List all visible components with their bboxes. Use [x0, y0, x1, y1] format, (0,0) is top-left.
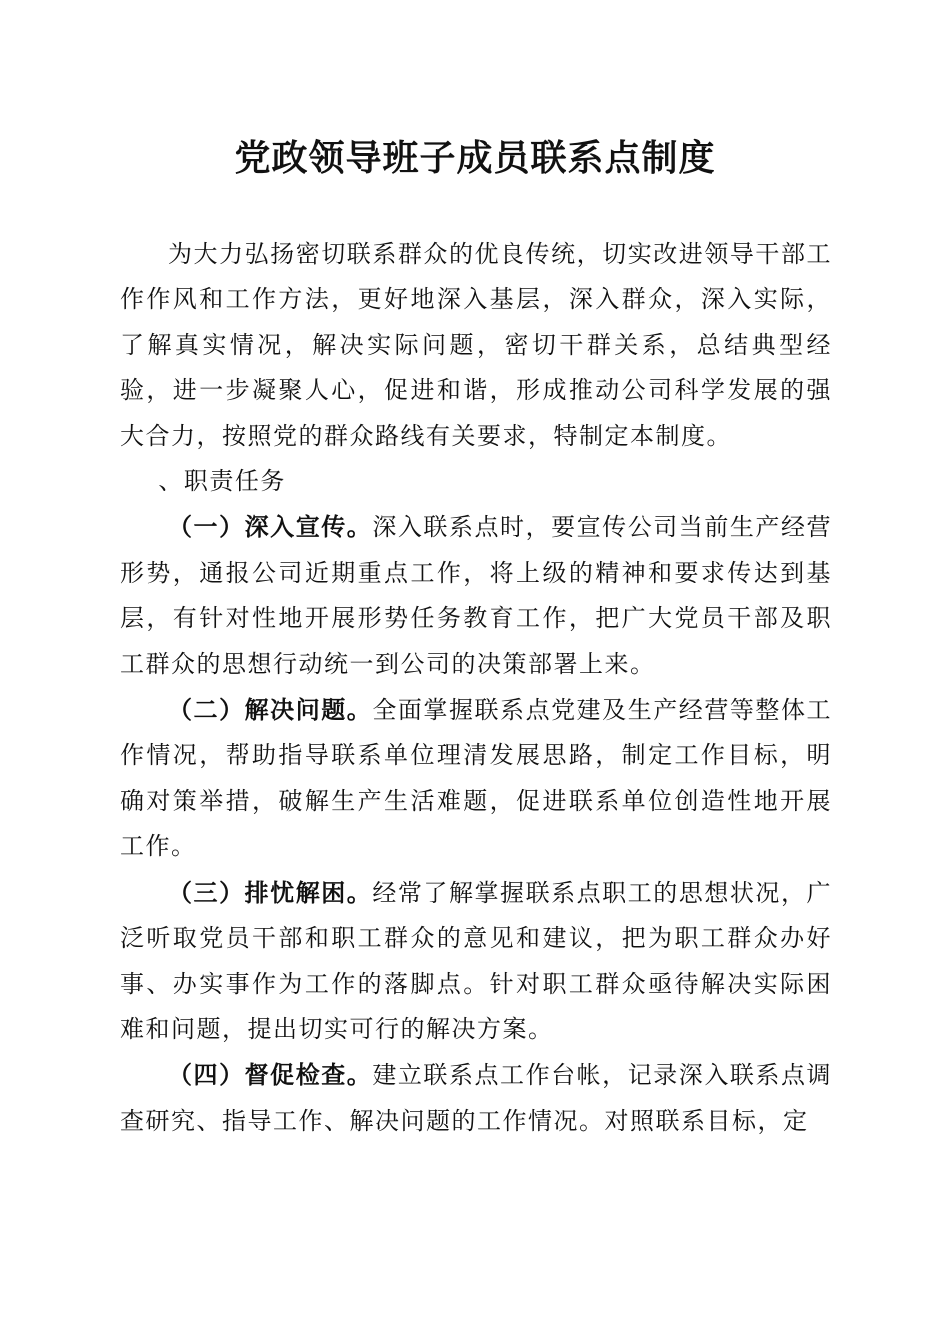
duty-item-4-text: 建立联系点工作台帐，记录深入联系点调查研究、指导工作、解决问题的工作情况。对照联系目标，定 — [120, 1061, 833, 1135]
duty-item-1-lead: （一）深入宣传。 — [168, 512, 373, 542]
duty-item-3-lead: （三）排忧解困。 — [168, 877, 373, 907]
intro-paragraph: 为大力弘扬密切联系群众的优良传统，切实改进领导干部工作作风和工作方法，更好地深入基层，深入群众，深入实际，了解真实情况，解决实际问题，密切干群关系，总结典型经验，进一步凝聚人心，促进和谐，形成推动公司科学发展的强大合力，按照党的群众路线有关要求，特制定本制度。 — [120, 240, 832, 450]
duty-item-2-text: 全面掌握联系点党建及生产经营等整体工作情况，帮助指导联系单位理清发展思路，制定工作目标，明确对策举措，破解生产生活难题，促进联系单位创造性地开展工作。 — [120, 696, 833, 861]
duty-item-4-lead: （四）督促检查。 — [168, 1060, 373, 1090]
duty-item-2 — [120, 687, 832, 870]
document-body — [120, 232, 832, 1144]
duty-item-2-lead: （二）解决问题。 — [168, 695, 373, 725]
section-heading-duties: 、职责任务 — [158, 467, 286, 496]
duty-item-1-text: 深入联系点时，要宣传公司当前生产经营形势，通报公司近期重点工作，将上级的精神和要求传达到基层，有针对性地开展形势任务教育工作，把广大党员干部及职工群众的思想行动统一到公司的决策部署上来。 — [120, 513, 833, 678]
duty-item-1 — [120, 504, 832, 687]
duty-item-3 — [120, 870, 832, 1053]
duty-item-4 — [120, 1052, 832, 1144]
duty-item-3-text: 经常了解掌握联系点职工的思想状况，广泛听取党员干部和职工群众的意见和建议，把为职工群众办好事、办实事作为工作的落脚点。针对职工群众亟待解决实际困难和问题，提出切实可行的解决方案。 — [120, 878, 833, 1043]
document-title: 党政领导班子成员联系点制度 — [234, 137, 716, 179]
